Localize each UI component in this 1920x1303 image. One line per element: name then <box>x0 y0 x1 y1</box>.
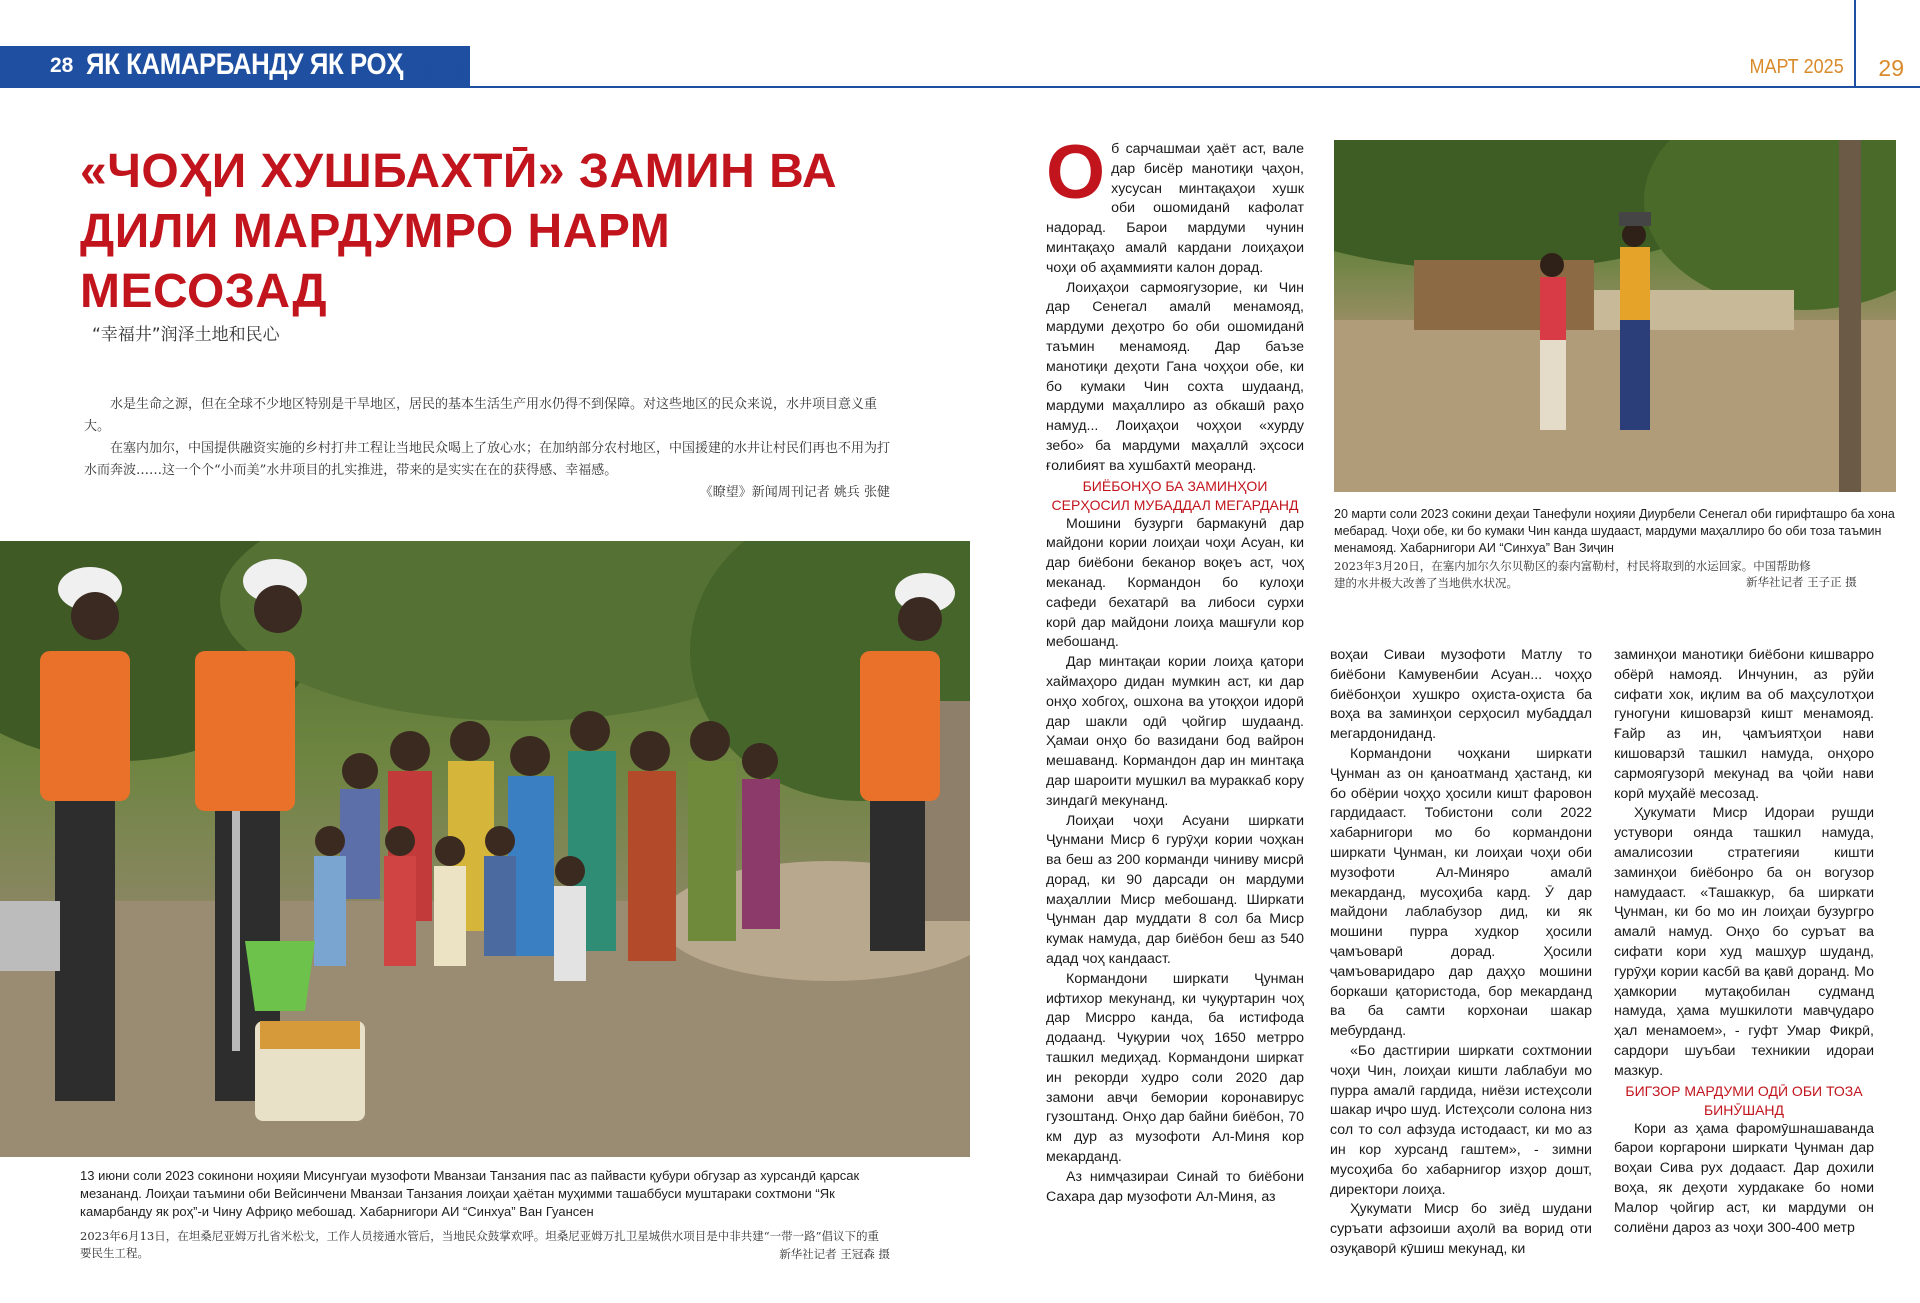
right-photo-illustration <box>1334 140 1896 492</box>
subheading: БИЁБОНҲО БА ЗАМИНҲОИ СЕРҲОСИЛ МУБАДДАЛ МЕГАРДАНД <box>1051 477 1299 513</box>
lead-paragraph <box>1046 130 1304 279</box>
paragraph: воҳаи Сиваи музофоти Матлу то биёбони Камувенбии Асуан... чоҳҳо биёбонҳои хушкро оҳиста-оҳиста ба воҳа ва заминҳои серҳосил мубаддал мегардониданд. <box>1330 647 1592 743</box>
drop-cap: О <box>1046 130 1106 215</box>
paragraph: Лоиҳаи чоҳи Асуани ширкати Ҷунмани Миср 6 гурӯҳи кории чоҳкан ва беш аз 200 корманди чиниву мисрӣ дорад, ки 90 дарсади он мардуми маҳаллии Миср мебошанд. Ширкати Ҷунман дар муддати 8 сол ба Миср кумак намуда, дар биёбон беш аз 540 адад чоҳ кандааст. <box>1046 812 1304 968</box>
right-photo <box>1334 140 1896 492</box>
page-number-left: 28 <box>50 54 74 77</box>
subheading: БИГЗОР МАРДУМИ ОДӢ ОБИ ТОЗА БИНӮШАНД <box>1625 1082 1863 1118</box>
paragraph: «Бо дастгирии ширкати сохтмонии чоҳи Чин, лоиҳаи кишти лаблабуи мо пурра амалӣ гардида, ниёзи истеҳсоли шакар иҷро шуд. Истеҳсоли солона низ сол то сол афзуда истодааст, ки мо аз ин кор хурсанд гаштем», - зимни мусоҳиба бо хабарнигор изҳор дошт, директори лоиҳа. <box>1330 1042 1592 1198</box>
paragraph: заминҳои манотиқи биёбони кишварро обёрӣ намояд. Инчунин, аз рӯйи сифати хок, иқлим ва об маҳсулотҳои гуногуни кишоварзӣ кишт менамояд. Ғайр аз ин, ҷамъиятҳои нави кишоварзӣ ташкил намуда, онҳоро сармоягузорӣ мекунад ва ҷойи нави корӣ муҳайё месозад. <box>1614 647 1874 802</box>
right-photo-caption-cn: 2023年3月20日，在塞内加尔久尔贝勒区的泰内富勒村，村民将取到的水运回家。中国帮助修建的水井极大改善了当地供水状况。 <box>1334 559 1811 590</box>
intro-cn-paragraph: 水是生命之源，但在全球不少地区特别是干旱地区，居民的基本生活生产用水仍得不到保障。对这些地区的民众来说，水井项目意义重大。 <box>84 397 878 434</box>
paragraph: Кори аз ҳама фаромӯшнашаванда барои коргарони ширкати Ҷунман дар воҳаи Сива рух додааст. Дар дохили воҳа, як деҳоти хурдакаке бо номи Малор ҷойгир аст, ки мардуми он солиёни дароз аз чоҳи 300-400 метр <box>1614 1120 1874 1236</box>
text-column-3 <box>1614 646 1874 1238</box>
text-column-1 <box>1046 130 1304 1207</box>
article-title: «ЧОҲИ ХУШБАХТӢ» ЗАМИН ВА ДИЛИ МАРДУМРО НАРМ МЕСОЗАД <box>80 145 838 318</box>
paragraph: Кормандони ширкати Ҷунман ифтихор мекунанд, ки чуқуртарин чоҳ дар Мисрро канда, ба истифода додаанд. Чуқурии чоҳ 1650 метрро ташкил медиҳад. Кормандони ширкат ин рекорди худро соли 2020 дар замони авҷи бемории коронавирус гузоштанд. Онҳо дар байни биёбон, 70 км дур аз музофоти Ал-Миня кор мекарданд. <box>1046 970 1304 1166</box>
article-subtitle-cn: “幸福井”润泽土地和民心 <box>92 325 280 345</box>
section-title-cn: 一带一路 <box>404 63 469 82</box>
text-column-2 <box>1330 646 1592 1260</box>
main-photo-credit-cn: 新华社记者 王冠森 摄 <box>779 1247 890 1261</box>
main-photo-caption: 13 июни соли 2023 сокинони ноҳияи Мисунгуаи музофоти Мванзаи Танзания пас аз пайвасти қубури обгузар аз хурсандӣ қарсак мезананд. Лоиҳаи таъмини оби Вейсинчени Мванзаи Танзания лоиҳаи ҳаётан муҳимми ташаббуси муштараки сохтмони “Як камарбанду як роҳ”-и Чину Африқо мебошад. Хабарнигори АИ “Синхуа” Ван Гуансен <box>80 1168 860 1219</box>
header-divider <box>1854 0 1856 88</box>
intro-cn-byline: 《瞭望》新闻周刊记者 姚兵 张健 <box>699 485 890 500</box>
right-photo-credit-cn: 新华社记者 王子正 摄 <box>1746 575 1857 589</box>
section-title: ЯК КАМАРБАНДУ ЯК РОҲ <box>86 48 403 81</box>
right-photo-caption: 20 марти соли 2023 сокини деҳаи Танефули ноҳияи Диурбели Сенегал оби гирифташро ба хона мебарад. Чоҳи обе, ки бо кумаки Чин канда шудааст, мардуми маҳаллиро бо оби тоза таъмин менамояд. Хабарнигори АИ “Синхуа” Ван Зиҷин <box>1334 507 1895 555</box>
main-photo <box>0 541 970 1157</box>
paragraph: Лоиҳаҳои сармоягузорие, ки Чин дар Сенегал амалӣ менамояд, мардуми деҳотро бо оби ошомиданӣ таъмин менамояд. Дар баъзе манотиқи деҳоти Гана чоҳҳои обе, ки бо кумаки Чин сохта шудаанд, мардуми маҳаллиро аз обкашӣ раҳо намуд... Лоиҳаҳои чоҳҳои «хурду зебо» ба мардуми маҳаллӣ эҳсоси ғолибият ва хушбахтӣ меоранд. <box>1046 279 1304 474</box>
main-photo-illustration <box>0 541 970 1157</box>
page-number-right: 29 <box>1878 55 1904 81</box>
issue-month: МАРТ 2025 <box>1749 56 1844 78</box>
intro-cn <box>84 394 890 504</box>
paragraph: Дар минтақаи кории лоиҳа қатори хаймаҳоро дидан мумкин аст, ки дар онҳо хобгоҳ, ошхона ва утоқҳои идорӣ дар шакли одӣ ҷойгир шудаанд. Ҳамаи онҳо бо вазидани бод вайрон мешаванд. Кормандон дар ин минтақа дар шароити мушкил ва мураккаб кору зиндагӣ мекунанд. <box>1046 654 1304 809</box>
paragraph: Ҳукумати Миср бо зиёд шудани суръати афзоиши аҳолӣ ва ворид оти озуқаворӣ кӯшиш мекунад, ки <box>1330 1201 1592 1257</box>
main-photo-caption-cn: 2023年6月13日，在坦桑尼亚姆万扎省米松戈，工作人员接通水管后，当地民众鼓掌欢呼。坦桑尼亚姆万扎卫星城供水项目是中非共建“一带一路”倡议下的重要民生工程。 <box>80 1229 879 1260</box>
intro-cn-paragraph: 在塞内加尔，中国提供融资实施的乡村打井工程让当地民众喝上了放心水；在加纳部分农村地区，中国援建的水井让村民们再也不用为打水而奔波……这一个个“小而美”水井项目的扎实推进，带来的是实实在在的获得感、幸福感。 <box>84 441 891 478</box>
lead-text: б сарчашмаи ҳаёт аст, вале дар бисёр манотиқи ҷаҳон, хусусан минтақаҳои хушк оби ошомиданӣ кафолат надорад. Барои мардуми чунин минтақаҳо амалӣ кардани лоиҳаҳои чоҳи об аҳаммияти калон дорад. <box>1046 141 1304 276</box>
paragraph: Ҳукумати Миср Идораи рушди устувори оянда ташкил намуда, амалисозии стратегияи кишти заминҳои биёбонро ба он вогузор намудааст. «Ташаккур, ба ширкати Ҷунман, ки бо мо ин лоиҳаи бузургро амалӣ намуд. Онҳо бо суръат ва сифати кори худ машҳур шуданд, гурӯҳи кории касбӣ ва қавӣ доранд. Мо ҳамкории мутақобилан судманд намуда, ҳама мушкилоти мавҷударо ҳал менамоем», - гуфт Умар Фикрӣ, сардори шуъбаи техникии идораи мазкур. <box>1614 805 1874 1079</box>
paragraph: Мошини бузурги бармакунӣ дар майдони кории лоиҳаи чоҳи Асуан, ки дар биёбони беканор воқеъ аст, чоҳ меканад. Кормандон бо кулоҳи сафеди бехатарӣ ва либоси сурхи корӣ дар майдони лоиҳа машғули кор мебошанд. <box>1046 515 1304 651</box>
paragraph: Кормандони чоҳкани ширкати Ҷунман аз он қаноатманд ҳастанд, ки бо обёрии чоҳҳо ҳосили кишт фаровон гардидааст. Тобистони соли 2022 хабарнигори мо бо кормандони ширкати Ҷунман, ки лоиҳаи чоҳи оби музофоти Ал-Миняро амалӣ мекарданд, мусоҳиба кард. Ӯ дар майдони лаблабузор дид, ки як мошини пурра худкор ҳосили ҷамъоварӣ дорад. Ҳосили ҷамъоваридаро дар даҳҳо мошини боркаши қатористода, бор мекарданд ва ба самти корхонаи шакар мебурданд. <box>1330 745 1592 1040</box>
paragraph: Аз нимҷазираи Синай то биёбони Сахара дар музофоти Ал-Миня, аз <box>1046 1168 1304 1205</box>
